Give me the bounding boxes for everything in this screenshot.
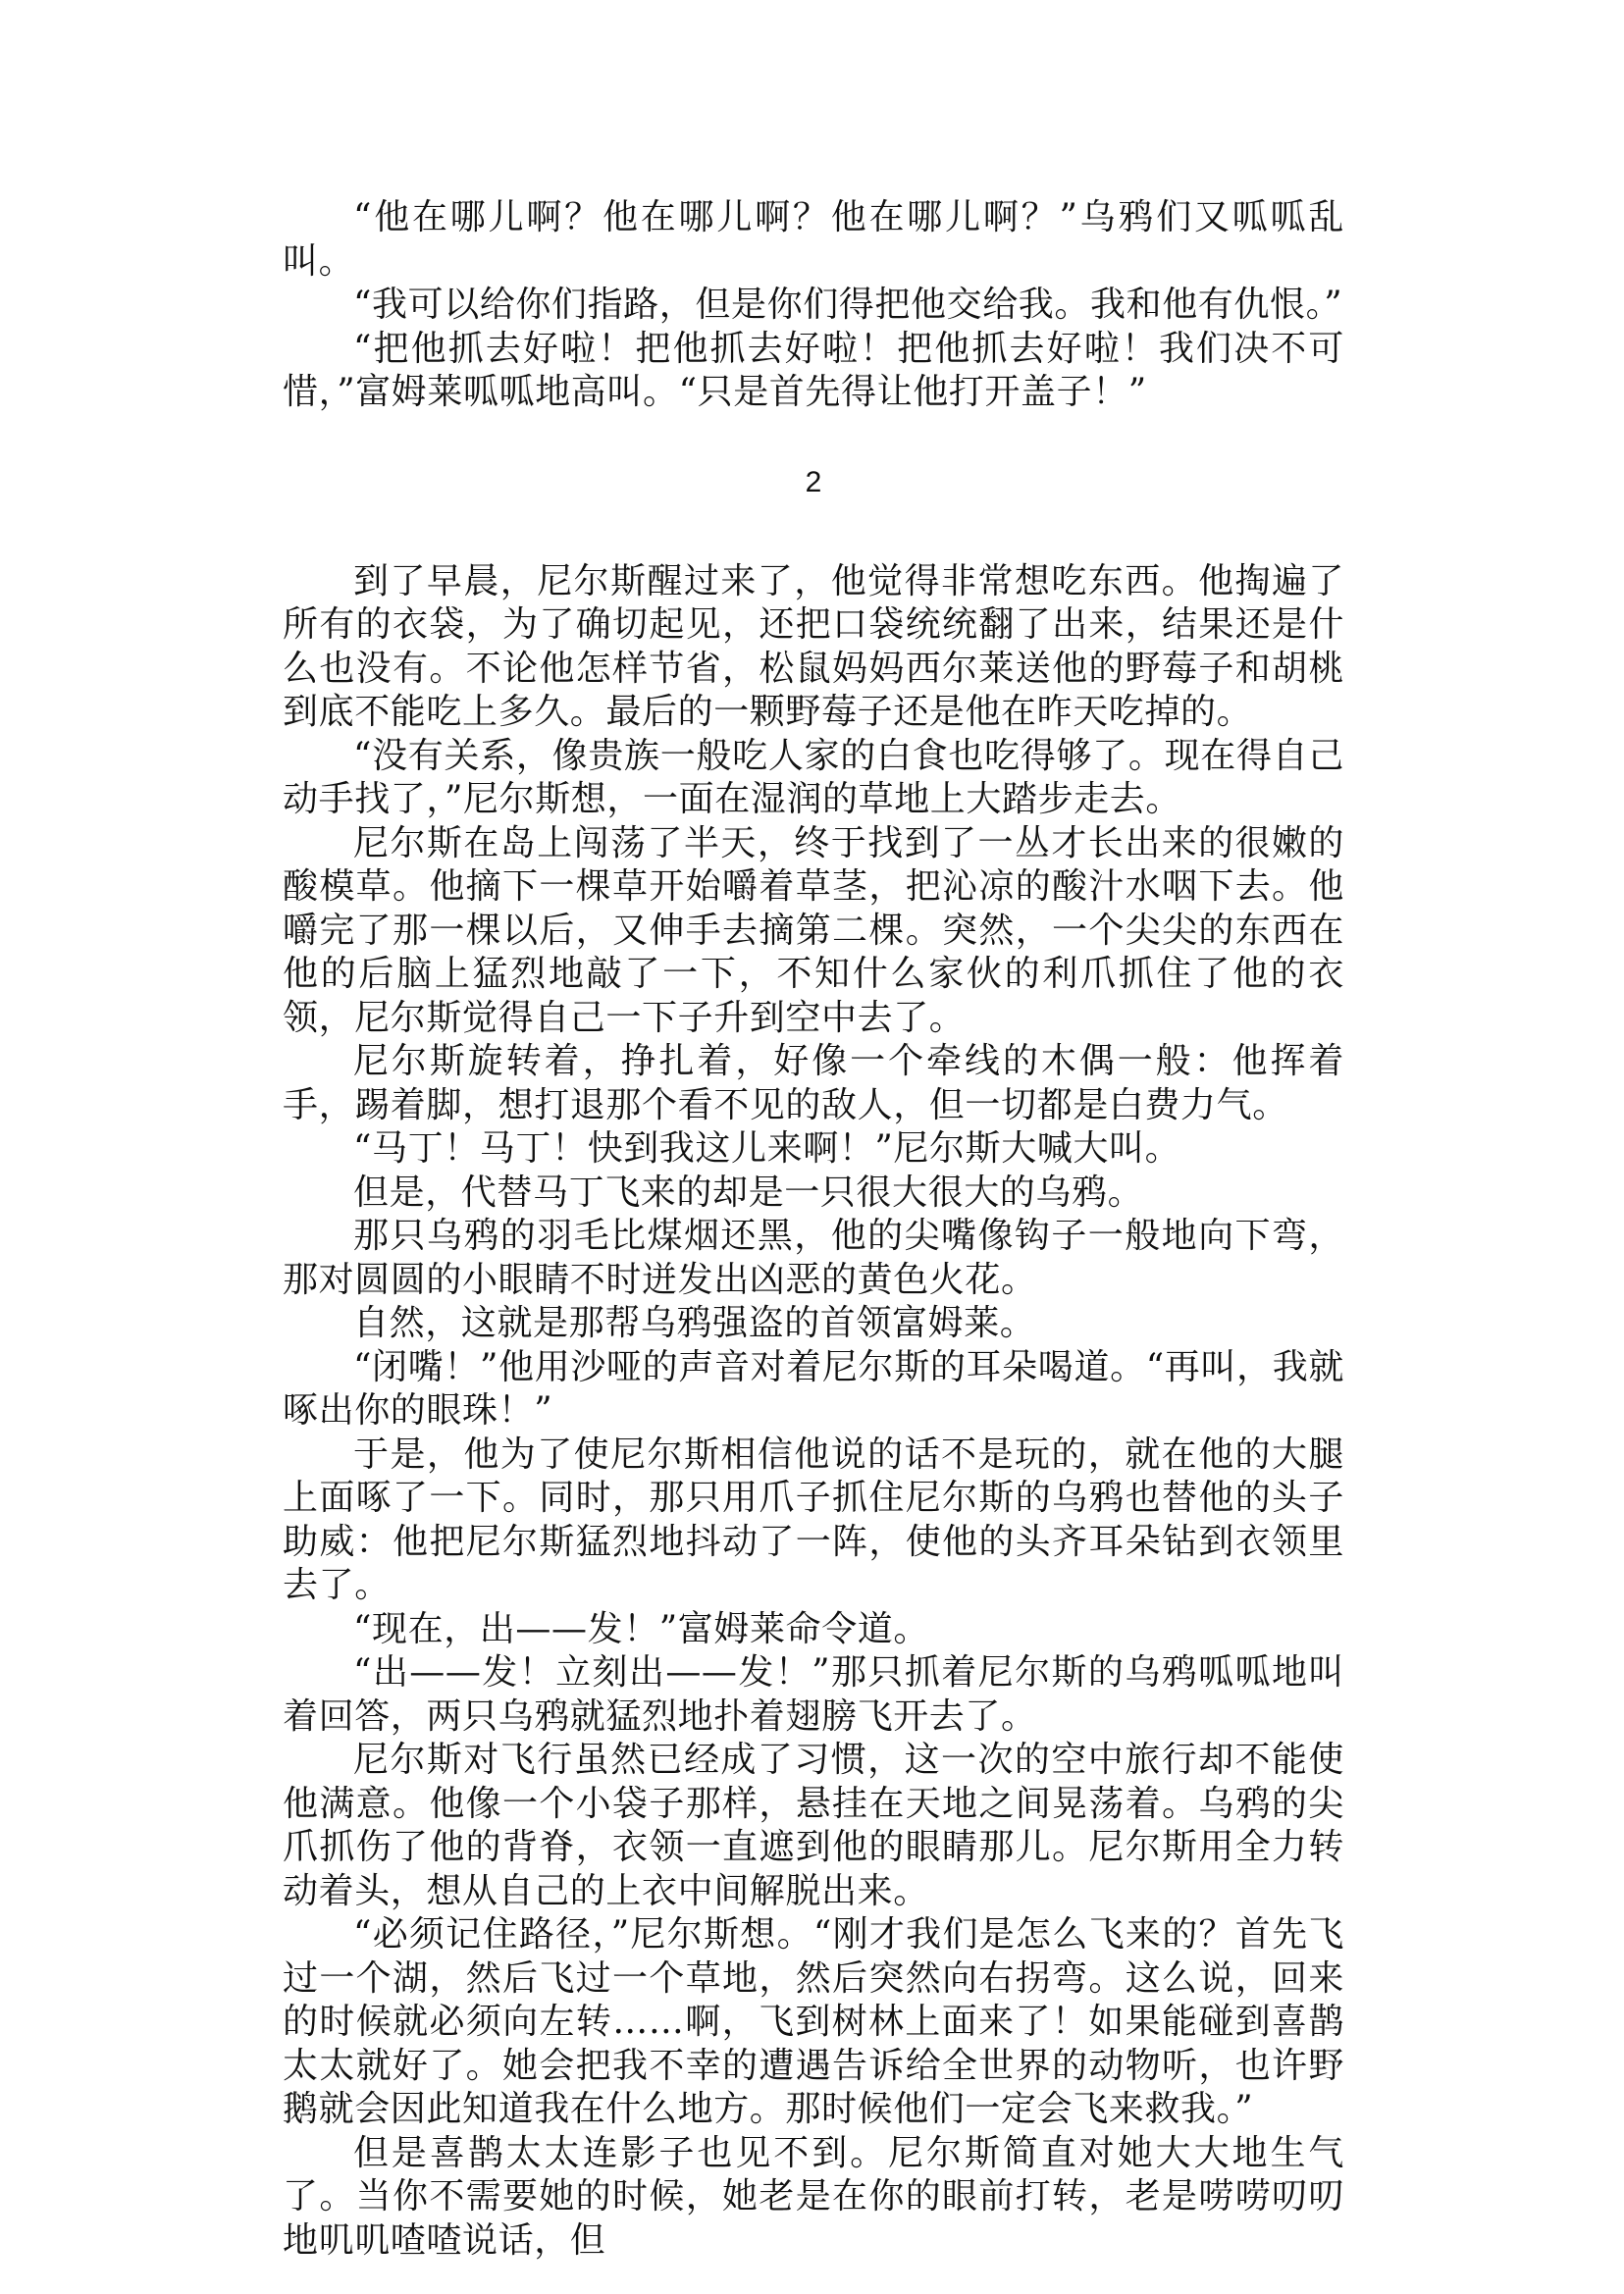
paragraph: 但是喜鹊太太连影子也见不到。尼尔斯简直对她大大地生气了。当你不需要她的时候，她老是在你的眼前打转，老是唠唠叨叨地叽叽喳喳说话，但	[283, 2132, 1344, 2261]
paragraph: 尼尔斯在岛上闯荡了半天，终于找到了一丛才长出来的很嫩的酸模草。他摘下一棵草开始嚼着草茎，把沁凉的酸汁水咽下去。他嚼完了那一棵以后，又伸手去摘第二棵。突然，一个尖尖的东西在他的后脑上猛烈地敲了一下，不知什么家伙的利爪抓住了他的衣领，尼尔斯觉得自己一下子升到空中去了。	[283, 822, 1344, 1038]
paragraph: “必须记住路径，”尼尔斯想。“刚才我们是怎么飞来的？首先飞过一个湖，然后飞过一个草地，然后突然向右拐弯。这么说，回来的时候就必须向左转……啊，飞到树林上面来了！如果能碰到喜鹊太太就好了。她会把我不幸的遭遇告诉给全世界的动物听，也许野鹅就会因此知道我在什么地方。那时候他们一定会飞来救我。”	[283, 1914, 1344, 2129]
paragraph: “出——发！立刻出——发！”那只抓着尼尔斯的乌鸦呱呱地叫着回答，两只乌鸦就猛烈地扑着翅膀飞开去了。	[283, 1652, 1344, 1737]
paragraph: 自然，这就是那帮乌鸦强盗的首领富姆莱。	[353, 1303, 1036, 1343]
paragraph: “他在哪儿啊？他在哪儿啊？他在哪儿啊？”乌鸦们又呱呱乱叫。	[283, 197, 1344, 282]
paragraph: 那只乌鸦的羽毛比煤烟还黑，他的尖嘴像钩子一般地向下弯，那对圆圆的小眼睛不时迸发出凶恶的黄色火花。	[283, 1216, 1344, 1300]
paragraph: 到了早晨，尼尔斯醒过来了，他觉得非常想吃东西。他掏遍了所有的衣袋，为了确切起见，还把口袋统统翻了出来，结果还是什么也没有。不论他怎样节省，松鼠妈妈西尔莱送他的野莓子和胡桃到底不能吃上多久。最后的一颗野莓子还是他在昨天吃掉的。	[283, 560, 1344, 732]
paragraph: “闭嘴！”他用沙哑的声音对着尼尔斯的耳朵喝道。“再叫，我就啄出你的眼珠！”	[283, 1346, 1344, 1431]
paragraph: 尼尔斯对飞行虽然已经成了习惯，这一次的空中旅行却不能使他满意。他像一个小袋子那样，悬挂在天地之间晃荡着。乌鸦的尖爪抓伤了他的背脊，衣领一直遮到他的眼睛那儿。尼尔斯用全力转动着头，想从自己的上衣中间解脱出来。	[283, 1740, 1344, 1911]
paragraph: “我可以给你们指路，但是你们得把他交给我。我和他有仇恨。”	[353, 285, 1343, 325]
section-number: 2	[805, 465, 822, 498]
paragraph: “没有关系，像贵族一般吃人家的白食也吃得够了。现在得自己动手找了，”尼尔斯想，一面在湿润的草地上大踏步走去。	[283, 735, 1344, 819]
paragraph: 于是，他为了使尼尔斯相信他说的话不是玩的，就在他的大腿上面啄了一下。同时，那只用爪子抓住尼尔斯的乌鸦也替他的头子助威：他把尼尔斯猛烈地抖动了一阵，使他的头齐耳朵钻到衣领里去了。	[283, 1434, 1344, 1605]
paragraph: “把他抓去好啦！把他抓去好啦！把他抓去好啦！我们决不可惜，”富姆莱呱呱地高叫。“只是首先得让他打开盖子！”	[283, 328, 1344, 412]
paragraph: 但是，代替马丁飞来的却是一只很大很大的乌鸦。	[353, 1172, 1144, 1213]
document-page	[283, 196, 1344, 2263]
paragraph: “马丁！马丁！快到我这儿来啊！”尼尔斯大喊大叫。	[353, 1128, 1181, 1169]
paragraph: “现在，出——发！”富姆莱命令道。	[353, 1608, 930, 1649]
paragraph: 尼尔斯旋转着，挣扎着，好像一个牵线的木偶一般：他挥着手，踢着脚，想打退那个看不见的敌人，但一切都是白费力气。	[283, 1041, 1344, 1125]
